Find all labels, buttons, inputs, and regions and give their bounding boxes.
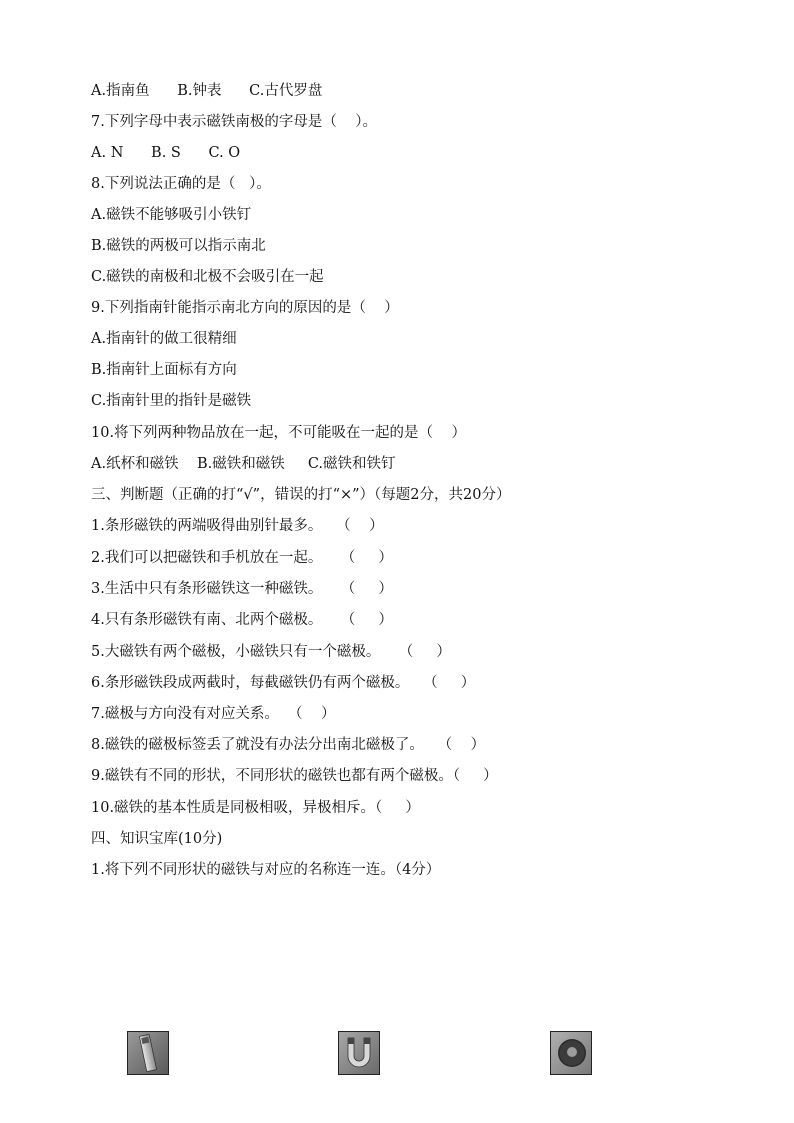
q9-stem: 9.下列指南针能指示南北方向的原因的是（ ） <box>91 300 399 316</box>
q9-option-c: C.指南针里的指针是磁铁 <box>91 393 252 409</box>
judge-item-2: 2.我们可以把磁铁和手机放在一起。 （ ） <box>91 550 393 566</box>
judge-item-7: 7.磁极与方向没有对应关系。 （ ） <box>91 706 336 722</box>
judge-item-8: 8.磁铁的磁极标签丢了就没有办法分出南北磁极了。 （ ） <box>91 737 486 753</box>
q8-option-c: C.磁铁的南极和北极不会吸引在一起 <box>91 269 324 285</box>
judge-item-1: 1.条形磁铁的两端吸得曲别针最多。 （ ） <box>91 518 384 534</box>
judge-item-10: 10.磁铁的基本性质是同极相吸，异极相斥。（ ） <box>91 800 420 816</box>
u-magnet-image <box>338 1031 380 1075</box>
q7-stem: 7.下列字母中表示磁铁南极的字母是（ ）。 <box>91 114 378 130</box>
q8-option-b: B.磁铁的两极可以指示南北 <box>91 238 266 254</box>
q8-option-a: A.磁铁不能够吸引小铁钉 <box>91 207 252 223</box>
judge-item-6: 6.条形磁铁段成两截时，每截磁铁仍有两个磁极。 （ ） <box>91 675 476 691</box>
judge-item-9: 9.磁铁有不同的形状，不同形状的磁铁也都有两个磁极。（ ） <box>91 768 498 784</box>
q10-stem: 10.将下列两种物品放在一起，不可能吸在一起的是（ ） <box>91 425 466 441</box>
q7-options: A. N B. S C. O <box>91 145 241 161</box>
ring-magnet-icon <box>551 1032 591 1074</box>
match-question: 1.将下列不同形状的磁铁与对应的名称连一连。（4分） <box>91 862 441 878</box>
q9-option-b: B.指南针上面标有方向 <box>91 362 237 378</box>
judge-item-3: 3.生活中只有条形磁铁这一种磁铁。 （ ） <box>91 581 393 597</box>
u-magnet-icon <box>339 1032 379 1074</box>
ring-magnet-image <box>550 1031 592 1075</box>
q9-option-a: A.指南针的做工很精细 <box>91 331 237 347</box>
bar-magnet-image <box>127 1031 169 1075</box>
q10-options: A.纸杯和磁铁 B.磁铁和磁铁 C.磁铁和铁钉 <box>91 456 396 472</box>
section-4-heading: 四、知识宝库(10分) <box>91 831 223 847</box>
section-3-heading: 三、判断题（正确的打“√”，错误的打“×”）（每题2分，共20分） <box>91 487 511 503</box>
q8-stem: 8.下列说法正确的是（ ）。 <box>91 176 271 192</box>
q6-options: A.指南鱼 B.钟表 C.古代罗盘 <box>91 83 323 99</box>
judge-item-5: 5.大磁铁有两个磁极，小磁铁只有一个磁极。 （ ） <box>91 644 451 660</box>
judge-item-4: 4.只有条形磁铁有南、北两个磁极。 （ ） <box>91 612 393 628</box>
bar-magnet-icon <box>128 1032 168 1074</box>
